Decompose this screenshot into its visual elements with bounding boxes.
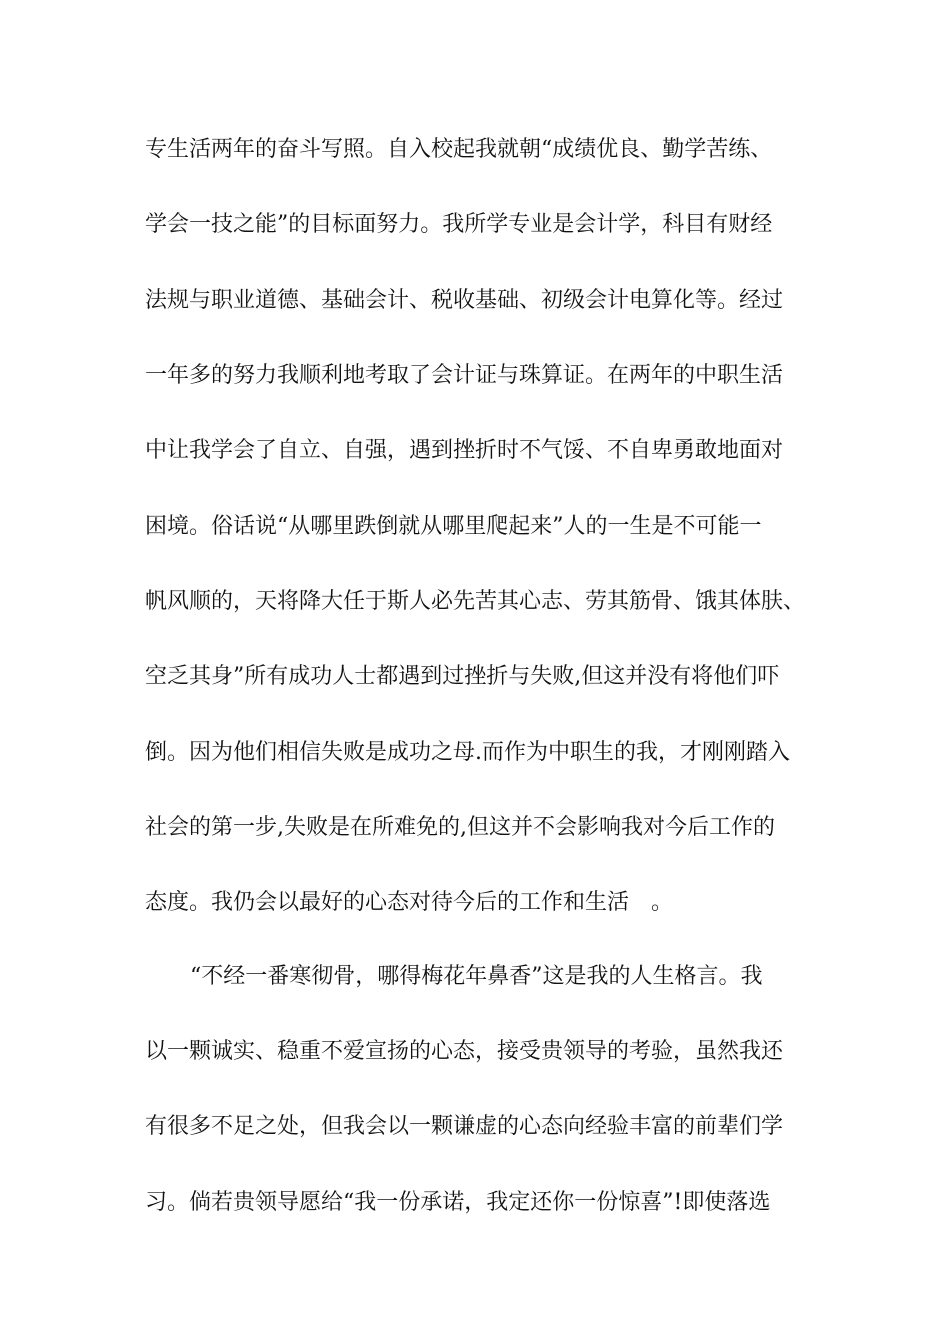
text-line: 帆风顺的，天将降大任于斯人必先苦其心志、劳其筋骨、饿其体肤、 [145, 589, 806, 614]
text-line: 学会一技之能”的目标面努力。我所学专业是会计学，科目有财经 [145, 212, 773, 237]
text-line: 一年多的努力我顺利地考取了会计证与珠算证。在两年的中职生活 [145, 363, 784, 388]
text-line: 社会的第一步,失败是在所难免的,但这并不会影响我对今后工作的 [145, 815, 775, 840]
text-line: 专生活两年的奋斗写照。自入校起我就朝“成绩优良、勤学苦练、 [145, 137, 773, 162]
text-line: 有很多不足之处，但我会以一颗谦虚的心态向经验丰富的前辈们学 [145, 1114, 784, 1139]
text-line: 倒。因为他们相信失败是成功之母.而作为中职生的我，才刚刚踏入 [145, 740, 790, 765]
text-line: 习。倘若贵领导愿给“我一份承诺，我定还你一份惊喜”!即使落选 [145, 1190, 771, 1215]
text-line: 空乏其身”所有成功人士都遇到过挫折与失败,但这并没有将他们吓 [145, 664, 780, 689]
text-line: 以一颗诚实、稳重不爱宣扬的心态，接受贵领导的考验，虽然我还 [145, 1039, 784, 1064]
text-line: 中让我学会了自立、自强，遇到挫折时不气馁、不自卑勇敢地面对 [145, 438, 784, 463]
paragraph-first-line: “不经一番寒彻骨，哪得梅花年鼻香”这是我的人生格言。我 [190, 964, 763, 989]
text-line: 态度。我仍会以最好的心态对待今后的工作和生活 。 [145, 890, 674, 915]
text-line: 困境。俗话说“从哪里跌倒就从哪里爬起来”人的一生是不可能一 [145, 514, 762, 539]
text-line: 法规与职业道德、基础会计、税收基础、初级会计电算化等。经过 [145, 288, 784, 313]
